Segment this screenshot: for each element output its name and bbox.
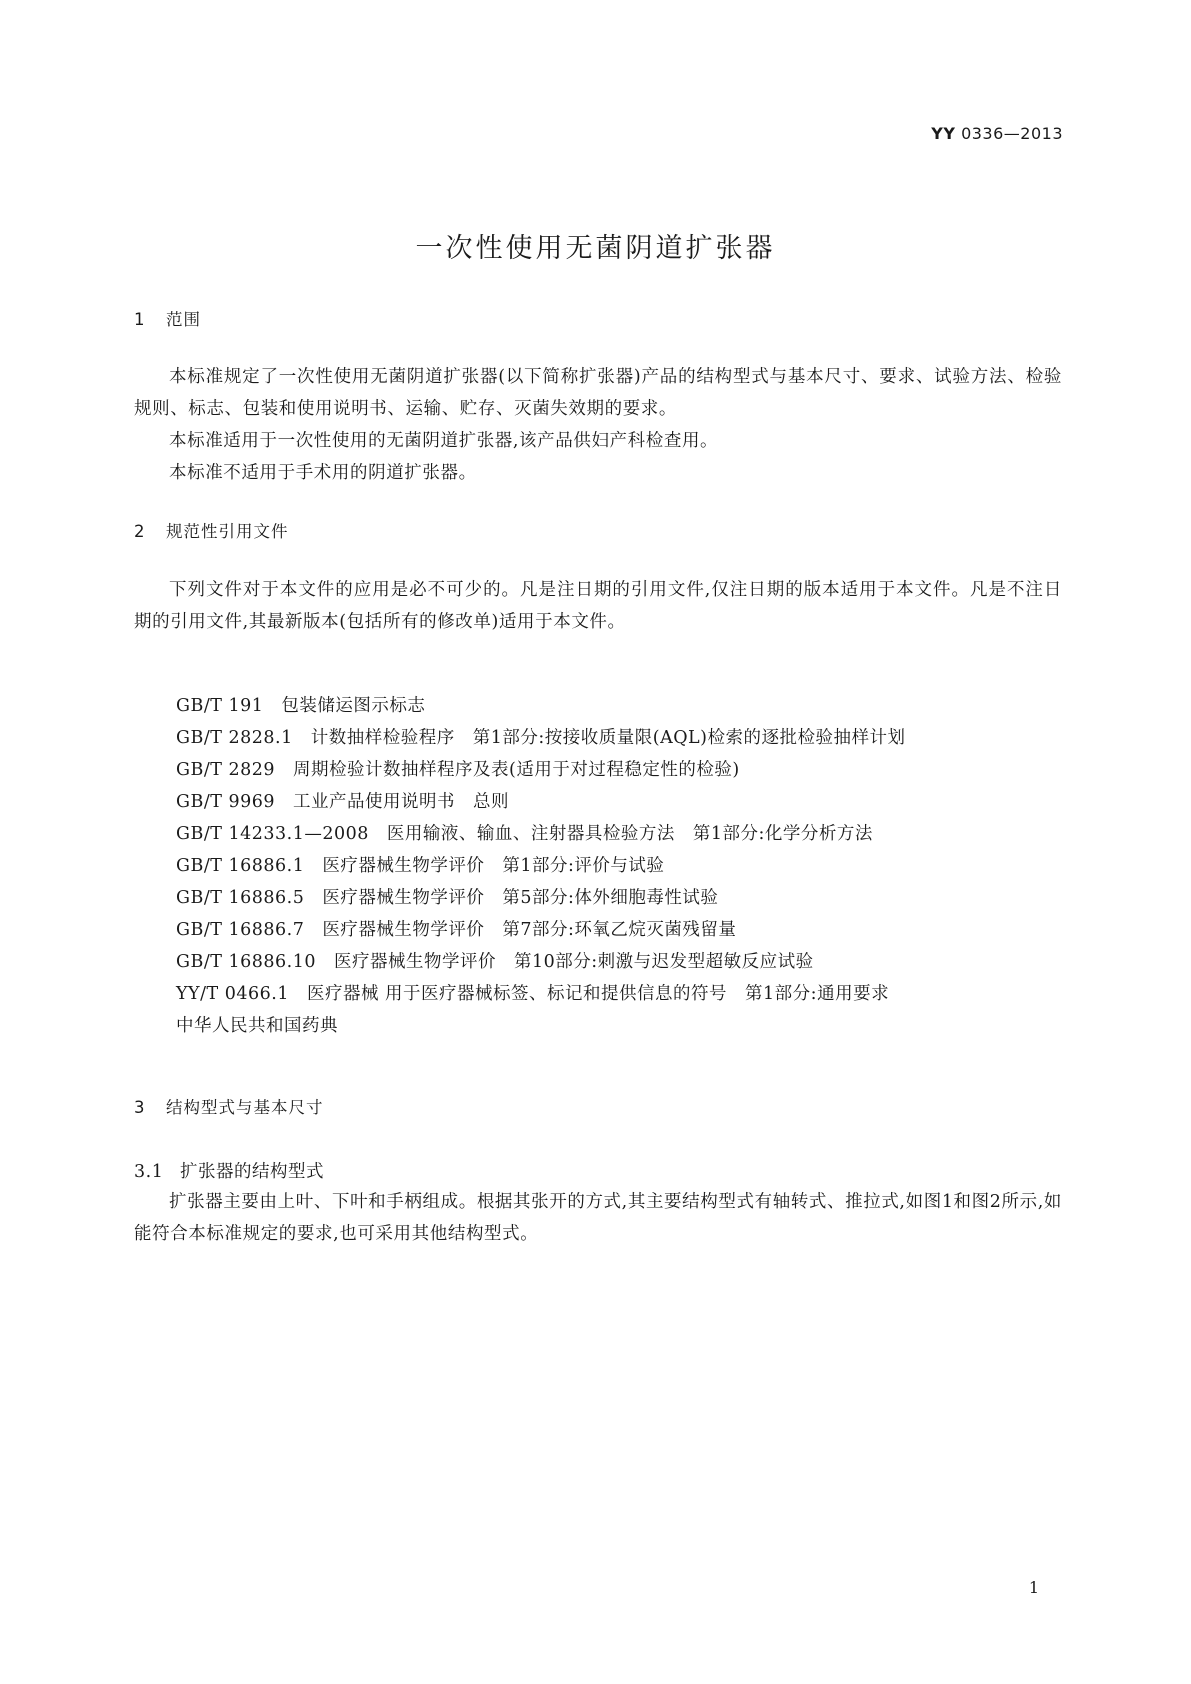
reference-title: 中华人民共和国药典 bbox=[176, 1016, 338, 1036]
reference-code: GB/T 2828.1 bbox=[176, 728, 293, 748]
reference-title: 计数抽样检验程序 第1部分:按接收质量限(AQL)检索的逐批检验抽样计划 bbox=[310, 728, 906, 748]
subsection-3-1-heading bbox=[134, 1158, 324, 1183]
reference-title: 包装储运图示标志 bbox=[281, 696, 426, 716]
reference-item bbox=[176, 786, 906, 818]
reference-code: GB/T 14233.1—2008 bbox=[176, 824, 369, 844]
reference-item bbox=[176, 1010, 906, 1042]
reference-title: 医疗器械生物学评价 第10部分:刺激与迟发型超敏反应试验 bbox=[333, 952, 814, 972]
section-title: 范围 bbox=[166, 310, 201, 329]
section-number: 1 bbox=[134, 310, 146, 329]
section-1-paragraph-3: 本标准不适用于手术用的阴道扩张器。 bbox=[169, 463, 477, 483]
standard-prefix: YY bbox=[931, 124, 956, 143]
reference-title: 周期检验计数抽样程序及表(适用于对过程稳定性的检验) bbox=[293, 760, 740, 780]
section-1-paragraph-1: 本标准规定了一次性使用无菌阴道扩张器(以下简称扩张器)产品的结构型式与基本尺寸、要求、试验方法、检验规则、标志、包装和使用说明书、运输、贮存、灭菌失效期的要求。 bbox=[134, 367, 1062, 419]
subsection-number: 3.1 bbox=[134, 1162, 164, 1182]
section-1-paragraph-2: 本标准适用于一次性使用的无菌阴道扩张器,该产品供妇产科检查用。 bbox=[169, 431, 719, 451]
reference-code: GB/T 16886.1 bbox=[176, 856, 305, 876]
reference-title: 工业产品使用说明书 总则 bbox=[293, 792, 510, 812]
section-3-heading bbox=[134, 1094, 324, 1118]
section-title: 规范性引用文件 bbox=[166, 522, 289, 541]
reference-title: 医用输液、输血、注射器具检验方法 第1部分:化学分析方法 bbox=[386, 824, 873, 844]
reference-item bbox=[176, 818, 906, 850]
reference-item bbox=[176, 690, 906, 722]
standard-code bbox=[931, 124, 1063, 143]
subsection-title: 扩张器的结构型式 bbox=[180, 1162, 324, 1182]
reference-item bbox=[176, 722, 906, 754]
reference-item bbox=[176, 850, 906, 882]
standard-number: 0336—2013 bbox=[961, 124, 1063, 143]
section-number: 2 bbox=[134, 522, 146, 541]
reference-item bbox=[176, 978, 906, 1010]
section-1-heading bbox=[134, 306, 201, 330]
section-2-heading bbox=[134, 518, 289, 542]
section-title: 结构型式与基本尺寸 bbox=[166, 1098, 324, 1117]
reference-title: 医疗器械生物学评价 第7部分:环氧乙烷灭菌残留量 bbox=[322, 920, 737, 940]
section-number: 3 bbox=[134, 1098, 146, 1117]
page-number: 1 bbox=[1028, 1578, 1039, 1597]
reference-title: 医疗器械 用于医疗器械标签、标记和提供信息的符号 第1部分:通用要求 bbox=[306, 984, 890, 1004]
reference-item bbox=[176, 882, 906, 914]
reference-item bbox=[176, 754, 906, 786]
reference-code: YY/T 0466.1 bbox=[176, 984, 289, 1004]
subsection-3-1-paragraph: 扩张器主要由上叶、下叶和手柄组成。根据其张开的方式,其主要结构型式有轴转式、推拉式,如图1和图2所示,如能符合本标准规定的要求,也可采用其他结构型式。 bbox=[134, 1192, 1062, 1244]
reference-item bbox=[176, 946, 906, 978]
reference-item bbox=[176, 914, 906, 946]
reference-list bbox=[176, 690, 906, 1042]
reference-code: GB/T 16886.10 bbox=[176, 952, 316, 972]
reference-code: GB/T 2829 bbox=[176, 760, 276, 780]
reference-code: GB/T 9969 bbox=[176, 792, 276, 812]
reference-title: 医疗器械生物学评价 第1部分:评价与试验 bbox=[322, 856, 665, 876]
document-title: 一次性使用无菌阴道扩张器 bbox=[415, 233, 776, 264]
reference-code: GB/T 16886.7 bbox=[176, 920, 305, 940]
reference-code: GB/T 191 bbox=[176, 696, 264, 716]
section-2-intro: 下列文件对于本文件的应用是必不可少的。凡是注日期的引用文件,仅注日期的版本适用于本文件。凡是不注日期的引用文件,其最新版本(包括所有的修改单)适用于本文件。 bbox=[134, 580, 1062, 632]
reference-title: 医疗器械生物学评价 第5部分:体外细胞毒性试验 bbox=[322, 888, 719, 908]
reference-code: GB/T 16886.5 bbox=[176, 888, 305, 908]
